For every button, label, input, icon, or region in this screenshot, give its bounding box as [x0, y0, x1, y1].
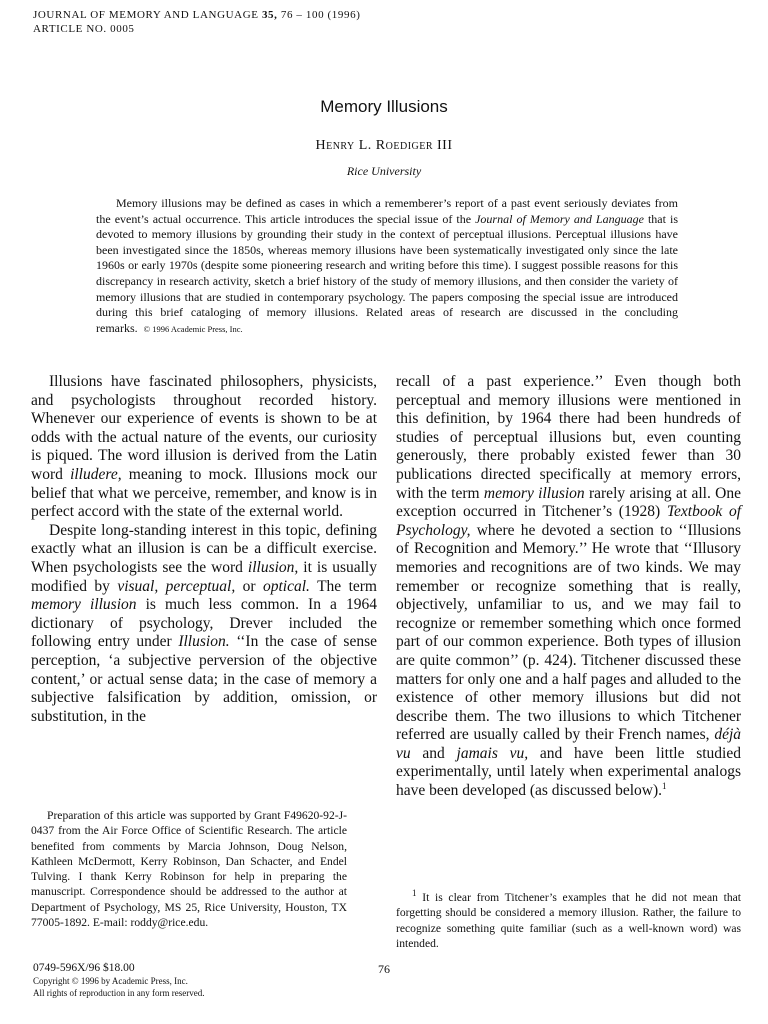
paragraph-3: [396, 373, 741, 801]
text-run: ‘‘In the case of sense perception, ‘a subjective perversion of the objective content,’ or actual sense data; in the case of memory a subjective falsification by addition, omission, or substitution, in the: [31, 633, 377, 725]
paper-title: Memory Illusions: [320, 97, 448, 116]
footnote-number: 1: [412, 888, 417, 899]
right-column: [396, 373, 741, 801]
abstract-text-1: Memory illusions may be defined as cases in which a rememberer’s report of a past event seriously deviates from the event’s actual occurrence. This article introduces the special issue of the: [96, 196, 678, 226]
footnote-marker[interactable]: 1: [662, 780, 667, 791]
italic-run: illudere,: [70, 465, 122, 483]
text-run: recall of a past experience.’’ Even though both perceptual and memory illusions were mentioned in this definition, by 1964 there had been hundreds of studies of perceptual illusions but, even counting generously, there probably existed fewer than 30 publications directed specifically at memory errors, with the term: [396, 373, 741, 502]
footnote-text: It is clear from Titchener’s examples that he did not mean that forgetting should be considered a memory illusion. Rather, the failure to recognize something quite familiar (such as a well-known word) was intended.: [396, 891, 741, 950]
journal-pages-year: 76 – 100 (1996): [280, 9, 361, 21]
italic-run: déjà vu: [396, 726, 741, 762]
author-name: Henry L. Roediger III: [315, 138, 453, 153]
text-run: and: [410, 744, 457, 762]
paragraph-1: [31, 373, 377, 522]
article-number: ARTICLE NO. 0005: [33, 23, 135, 35]
footer-copyright: Copyright © 1996 by Academic Press, Inc.: [33, 976, 188, 986]
paragraph-2: [31, 522, 377, 727]
author-affiliation: Rice University: [346, 164, 422, 178]
text-run: or: [235, 577, 263, 595]
acknowledgment-footnote: [31, 808, 347, 930]
abstract: [96, 196, 678, 337]
text-run: meaning to mock. Illusions mock our belief that what we perceive, remember, and know is in perfect accord with the state of the external world.: [31, 465, 378, 521]
journal-volume: 35,: [261, 9, 278, 21]
italic-run: Textbook of Psychology,: [396, 503, 741, 539]
abstract-journal-name: Journal of Memory and Language: [475, 211, 644, 226]
text-run: Despite long-standing interest in this topic, defining exactly what an illusion is can be a difficult exercise. When psychologists see the word: [31, 521, 377, 576]
italic-run: illusion,: [247, 558, 299, 576]
text-run: is much less common. In a 1964 dictionary of psychology, Drever included the following entry under: [31, 596, 377, 651]
text-run: The term: [309, 577, 377, 595]
journal-header: [33, 8, 360, 36]
italic-run: jamais vu,: [456, 744, 529, 762]
text-run: rarely arising at all. One exception occurred in Titchener’s (1928): [396, 484, 741, 521]
acknowledgment-text: Preparation of this article was supported by Grant F49620-92-J-0437 from the Air Force Office of Scientific Research. The article benefited from comments by Marcia Johnson, Doug Nelson, Kathleen McDermott, Kerry Robinson, Dan Schacter, and Endel Tulving. I thank Kerry Robinson for help in preparing the manuscript. Correspondence should be addressed to the author at Department of Psychology, MS 25, Rice University, Houston, TX 77005-1892. E-mail: roddy@rice.edu.: [31, 809, 347, 930]
footer-rights: All rights of reproduction in any form reserved.: [33, 988, 205, 998]
text-run: it is usually modified by: [31, 558, 377, 595]
abstract-copyright: © 1996 Academic Press, Inc.: [143, 323, 243, 334]
footnote-1: [396, 890, 741, 951]
text-run: and have been little studied experimentally, until lately when experimental analogs have been developed (as discussed below).: [396, 744, 741, 800]
text-run: where he devoted a section to ‘‘Illusions of Recognition and Memory.’’ He wrote that ‘‘Illusory memories and recognitions are of two kinds. We may remember or recognize something that is really, objectively, unfamiliar to us, and we may fail to recognize or remember something which once formed part of our common experience. Both types of illusion are quite common’’ (p. 424). Titchener discussed these matters for only one and a half pages and alluded to the existence of other memory illusions but did not describe them. The two illusions to which Titchener referred are usually called by their French names,: [396, 521, 741, 744]
italic-run: memory illusion: [31, 596, 137, 614]
italic-run: memory illusion: [483, 484, 585, 502]
italic-run: optical.: [262, 577, 310, 595]
text-run: Illusions have fascinated philosophers, physicists, and psychologists throughout recorded history. Whenever our experience of events is shown to be at odds with the actual nature of the events, our curiosity is piqued. The word illusion is derived from the Latin word: [31, 373, 377, 483]
article-code: 0749-596X/96 $18.00: [33, 962, 135, 974]
page-number: 76: [378, 962, 390, 976]
italic-run: Illusion.: [178, 633, 230, 651]
journal-name: JOURNAL OF MEMORY AND LANGUAGE: [33, 9, 259, 21]
left-column: [31, 373, 377, 726]
italic-run: visual, perceptual,: [117, 577, 236, 595]
abstract-text-2: that is devoted to memory illusions by grounding their study in the context of perceptual illusions. Perceptual illusions have been investigated since the 1850s, whereas memory illusions have been systematically investigated only since the late 1960s or early 1970s (despite some pioneering research and writing before this time). I suggest possible reasons for this discrepancy in research activity, sketch a brief history of the study of memory illusions, and then consider the variety of memory illusions that are studied in contemporary psychology. The papers composing the special issue are introduced during this brief cataloging of memory illusions. Related areas of research are discussed in the concluding remarks.: [96, 211, 678, 335]
